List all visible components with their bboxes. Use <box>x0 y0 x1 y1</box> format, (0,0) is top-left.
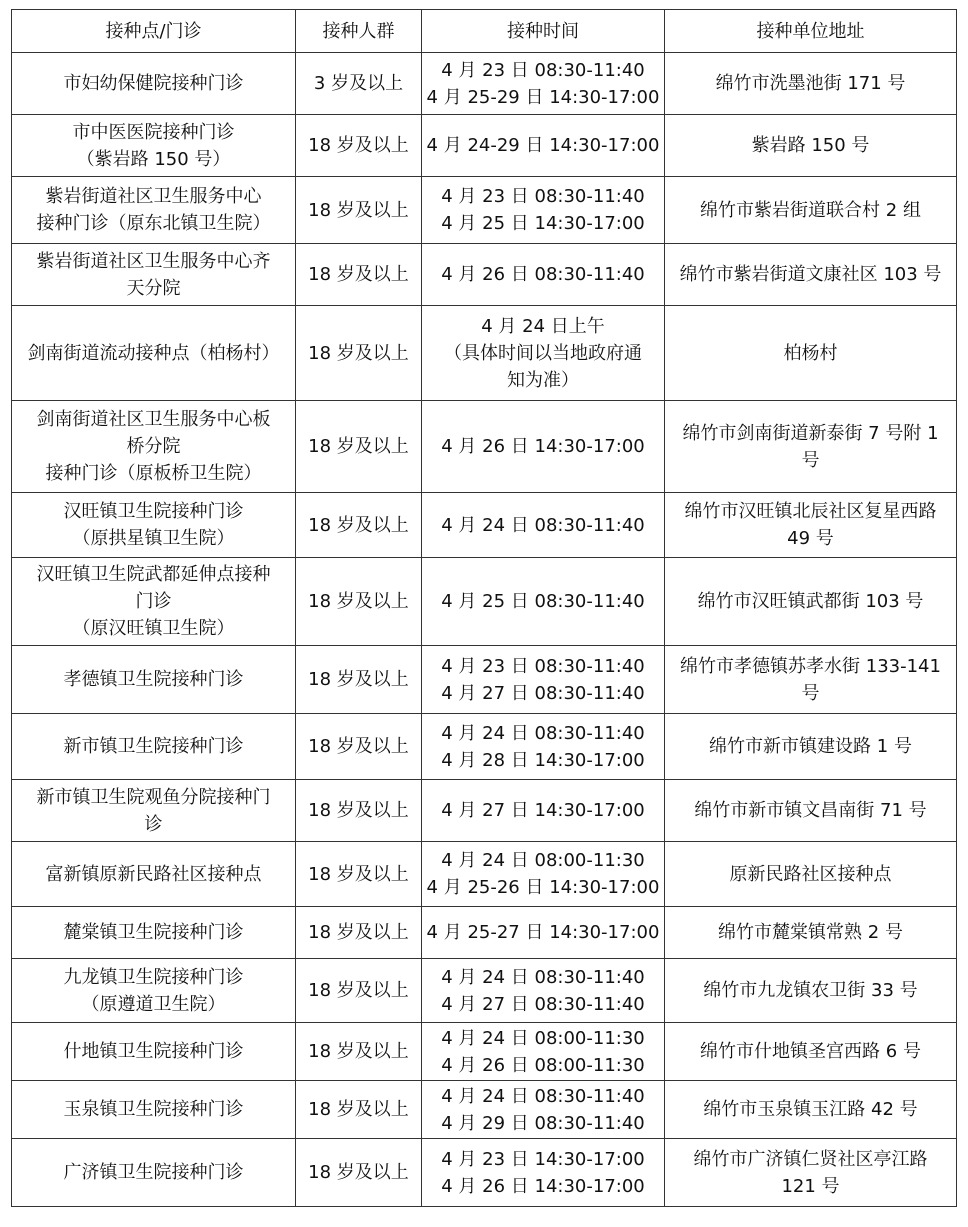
site-cell-line: 接种门诊（原东北镇卫生院） <box>36 213 271 234</box>
site-cell-line: 紫岩街道社区卫生服务中心齐 <box>36 250 271 272</box>
site-cell <box>12 53 296 115</box>
address-cell-line: 绵竹市新市镇文昌南街 71 号 <box>694 800 927 821</box>
group-cell: 18 岁及以上 <box>296 1081 422 1139</box>
address-cell <box>665 244 957 306</box>
table-row <box>12 780 957 842</box>
group-cell: 18 岁及以上 <box>296 493 422 558</box>
table-row <box>12 53 957 115</box>
site-cell-line: 富新镇原新民路社区接种点 <box>45 863 262 885</box>
group-cell: 18 岁及以上 <box>296 244 422 306</box>
time-cell-line: 知为准） <box>507 369 579 391</box>
site-cell-line: 市中医医院接种门诊 <box>72 121 235 143</box>
vaccination-table <box>11 9 957 1207</box>
header-address: 接种单位地址 <box>665 10 957 53</box>
table-row <box>12 959 957 1023</box>
time-cell-line: 4 月 26 日 08:00-11:30 <box>441 1054 645 1076</box>
time-cell-line: 4 月 24 日 08:30-11:40 <box>441 1085 645 1107</box>
time-cell-line: 4 月 29 日 08:30-11:40 <box>441 1112 645 1134</box>
address-cell <box>665 842 957 907</box>
site-cell <box>12 1139 296 1207</box>
time-cell-line: 4 月 24 日 08:00-11:30 <box>441 1027 645 1049</box>
table-row <box>12 306 957 401</box>
group-cell: 18 岁及以上 <box>296 115 422 177</box>
address-cell <box>665 401 957 493</box>
address-cell-line: 121 号 <box>781 1175 840 1197</box>
site-cell-line: 广济镇卫生院接种门诊 <box>63 1162 244 1183</box>
group-cell: 18 岁及以上 <box>296 959 422 1023</box>
table-row <box>12 714 957 780</box>
time-cell-line: 4 月 25-26 日 14:30-17:00 <box>426 877 660 898</box>
table-row <box>12 907 957 959</box>
time-cell <box>422 558 665 646</box>
time-cell-line: 4 月 28 日 14:30-17:00 <box>441 749 645 771</box>
site-cell-line: 门诊 <box>135 591 172 612</box>
address-cell-line: 绵竹市洗墨池街 171 号 <box>715 73 906 94</box>
site-cell-line: （原遵道卫生院） <box>81 993 226 1015</box>
table-row <box>12 558 957 646</box>
address-cell <box>665 306 957 401</box>
table-row <box>12 1023 957 1081</box>
time-cell <box>422 493 665 558</box>
time-cell-line: 4 月 27 日 14:30-17:00 <box>441 800 645 821</box>
site-cell-line: （紫岩路 150 号） <box>76 148 231 170</box>
time-cell <box>422 714 665 780</box>
site-cell-line: 新市镇卫生院接种门诊 <box>63 736 244 757</box>
time-cell <box>422 780 665 842</box>
site-cell <box>12 780 296 842</box>
site-cell <box>12 714 296 780</box>
time-cell <box>422 115 665 177</box>
address-cell-line: 绵竹市九龙镇农卫街 33 号 <box>703 980 918 1001</box>
site-cell <box>12 306 296 401</box>
time-cell-line: 4 月 24 日 08:30-11:40 <box>441 722 645 744</box>
site-cell-line: 麓棠镇卫生院接种门诊 <box>63 922 244 943</box>
site-cell <box>12 959 296 1023</box>
site-cell-line: 桥分院 <box>126 436 181 457</box>
time-cell-line: 4 月 23 日 08:30-11:40 <box>441 655 645 677</box>
time-cell <box>422 907 665 959</box>
time-cell-line: 4 月 25 日 08:30-11:40 <box>441 591 645 612</box>
address-cell <box>665 558 957 646</box>
time-cell-line: 4 月 26 日 14:30-17:00 <box>441 436 645 457</box>
address-cell <box>665 493 957 558</box>
site-cell <box>12 493 296 558</box>
site-cell-line: 剑南街道社区卫生服务中心板 <box>36 409 271 430</box>
group-cell: 18 岁及以上 <box>296 714 422 780</box>
vaccination-schedule <box>11 9 956 1207</box>
address-cell-line: 绵竹市麓棠镇常熟 2 号 <box>718 922 903 943</box>
group-cell: 18 岁及以上 <box>296 780 422 842</box>
address-cell <box>665 177 957 244</box>
time-cell-line: 4 月 24-29 日 14:30-17:00 <box>426 135 660 156</box>
table-row <box>12 244 957 306</box>
site-cell-line: 新市镇卫生院观鱼分院接种门 <box>36 786 271 808</box>
time-cell-line: 4 月 26 日 08:30-11:40 <box>441 264 645 285</box>
site-cell-line: 九龙镇卫生院接种门诊 <box>63 966 244 988</box>
time-cell <box>422 53 665 115</box>
site-cell-line: 汉旺镇卫生院接种门诊 <box>63 501 244 522</box>
table-body <box>12 53 957 1207</box>
site-cell <box>12 558 296 646</box>
time-cell-line: （具体时间以当地政府通 <box>444 342 642 364</box>
site-cell <box>12 1023 296 1081</box>
address-cell-line: 柏杨村 <box>783 342 838 364</box>
address-cell <box>665 780 957 842</box>
time-cell <box>422 1023 665 1081</box>
address-cell <box>665 115 957 177</box>
site-cell-line: （原汉旺镇卫生院） <box>72 618 235 639</box>
site-cell-line: 玉泉镇卫生院接种门诊 <box>63 1099 244 1120</box>
address-cell-line: 号 <box>801 682 820 704</box>
group-cell: 18 岁及以上 <box>296 1139 422 1207</box>
time-cell-line: 4 月 24 日上午 <box>481 315 605 337</box>
site-cell-line: 市妇幼保健院接种门诊 <box>63 73 244 94</box>
table-row <box>12 1139 957 1207</box>
time-cell <box>422 244 665 306</box>
address-cell-line: 绵竹市孝德镇苏孝水街 133-141 <box>680 655 941 677</box>
address-cell-line: 紫岩路 150 号 <box>751 135 870 156</box>
table-row <box>12 177 957 244</box>
time-cell-line: 4 月 26 日 14:30-17:00 <box>441 1175 645 1197</box>
table-row <box>12 842 957 907</box>
site-cell-line: 天分院 <box>126 277 181 299</box>
address-cell <box>665 714 957 780</box>
address-cell-line: 绵竹市紫岩街道联合村 2 组 <box>700 199 921 221</box>
time-cell-line: 4 月 23 日 08:30-11:40 <box>441 186 645 207</box>
address-cell-line: 绵竹市汉旺镇北辰社区复星西路 <box>684 501 937 522</box>
address-cell-line: 绵竹市紫岩街道文康社区 103 号 <box>679 264 942 285</box>
address-cell-line: 绵竹市什地镇圣宫西路 6 号 <box>700 1041 921 1062</box>
group-cell: 18 岁及以上 <box>296 401 422 493</box>
header-site: 接种点/门诊 <box>12 10 296 53</box>
time-cell <box>422 401 665 493</box>
site-cell-line: 诊 <box>144 813 163 835</box>
site-cell <box>12 907 296 959</box>
address-cell <box>665 1081 957 1139</box>
time-cell-line: 4 月 24 日 08:30-11:40 <box>441 966 645 988</box>
address-cell-line: 绵竹市汉旺镇武都街 103 号 <box>697 591 924 612</box>
time-cell <box>422 306 665 401</box>
address-cell <box>665 959 957 1023</box>
site-cell <box>12 115 296 177</box>
site-cell-line: 剑南街道流动接种点（柏杨村） <box>27 342 280 364</box>
site-cell-line: （原拱星镇卫生院） <box>72 528 235 549</box>
time-cell-line: 4 月 25 日 14:30-17:00 <box>441 213 645 234</box>
time-cell <box>422 177 665 244</box>
site-cell <box>12 401 296 493</box>
table-row <box>12 1081 957 1139</box>
time-cell-line: 4 月 23 日 14:30-17:00 <box>441 1148 645 1170</box>
header-time: 接种时间 <box>422 10 665 53</box>
site-cell <box>12 842 296 907</box>
group-cell: 18 岁及以上 <box>296 306 422 401</box>
site-cell-line: 紫岩街道社区卫生服务中心 <box>45 186 262 207</box>
time-cell <box>422 646 665 714</box>
address-cell-line: 49 号 <box>787 528 834 549</box>
address-cell-line: 号 <box>801 449 820 471</box>
address-cell-line: 绵竹市广济镇仁贤社区亭江路 <box>693 1148 928 1170</box>
time-cell-line: 4 月 25-27 日 14:30-17:00 <box>426 922 660 943</box>
group-cell: 18 岁及以上 <box>296 842 422 907</box>
address-cell <box>665 646 957 714</box>
site-cell <box>12 244 296 306</box>
time-cell <box>422 959 665 1023</box>
site-cell <box>12 1081 296 1139</box>
table-row <box>12 646 957 714</box>
group-cell: 18 岁及以上 <box>296 1023 422 1081</box>
group-cell: 3 岁及以上 <box>296 53 422 115</box>
time-cell-line: 4 月 24 日 08:00-11:30 <box>441 850 645 871</box>
site-cell <box>12 646 296 714</box>
address-cell <box>665 1023 957 1081</box>
time-cell <box>422 1081 665 1139</box>
table-row <box>12 115 957 177</box>
group-cell: 18 岁及以上 <box>296 177 422 244</box>
table-row <box>12 493 957 558</box>
table-row <box>12 401 957 493</box>
site-cell-line: 什地镇卫生院接种门诊 <box>63 1041 244 1062</box>
group-cell: 18 岁及以上 <box>296 558 422 646</box>
address-cell-line: 绵竹市新市镇建设路 1 号 <box>709 736 912 757</box>
time-cell-line: 4 月 27 日 08:30-11:40 <box>441 993 645 1015</box>
time-cell-line: 4 月 25-29 日 14:30-17:00 <box>426 86 660 108</box>
time-cell-line: 4 月 27 日 08:30-11:40 <box>441 682 645 704</box>
site-cell-line: 孝德镇卫生院接种门诊 <box>63 669 244 690</box>
time-cell-line: 4 月 23 日 08:30-11:40 <box>441 59 645 81</box>
address-cell-line: 绵竹市剑南街道新泰街 7 号附 1 <box>682 422 939 444</box>
site-cell <box>12 177 296 244</box>
group-cell: 18 岁及以上 <box>296 646 422 714</box>
site-cell-line: 接种门诊（原板桥卫生院） <box>45 463 262 484</box>
address-cell-line: 绵竹市玉泉镇玉江路 42 号 <box>703 1099 918 1120</box>
site-cell-line: 汉旺镇卫生院武都延伸点接种 <box>36 564 271 585</box>
address-cell <box>665 53 957 115</box>
address-cell <box>665 907 957 959</box>
address-cell-line: 原新民路社区接种点 <box>729 863 892 885</box>
time-cell-line: 4 月 24 日 08:30-11:40 <box>441 514 645 536</box>
header-row <box>12 10 957 53</box>
address-cell <box>665 1139 957 1207</box>
group-cell: 18 岁及以上 <box>296 907 422 959</box>
header-group: 接种人群 <box>296 10 422 53</box>
time-cell <box>422 1139 665 1207</box>
time-cell <box>422 842 665 907</box>
